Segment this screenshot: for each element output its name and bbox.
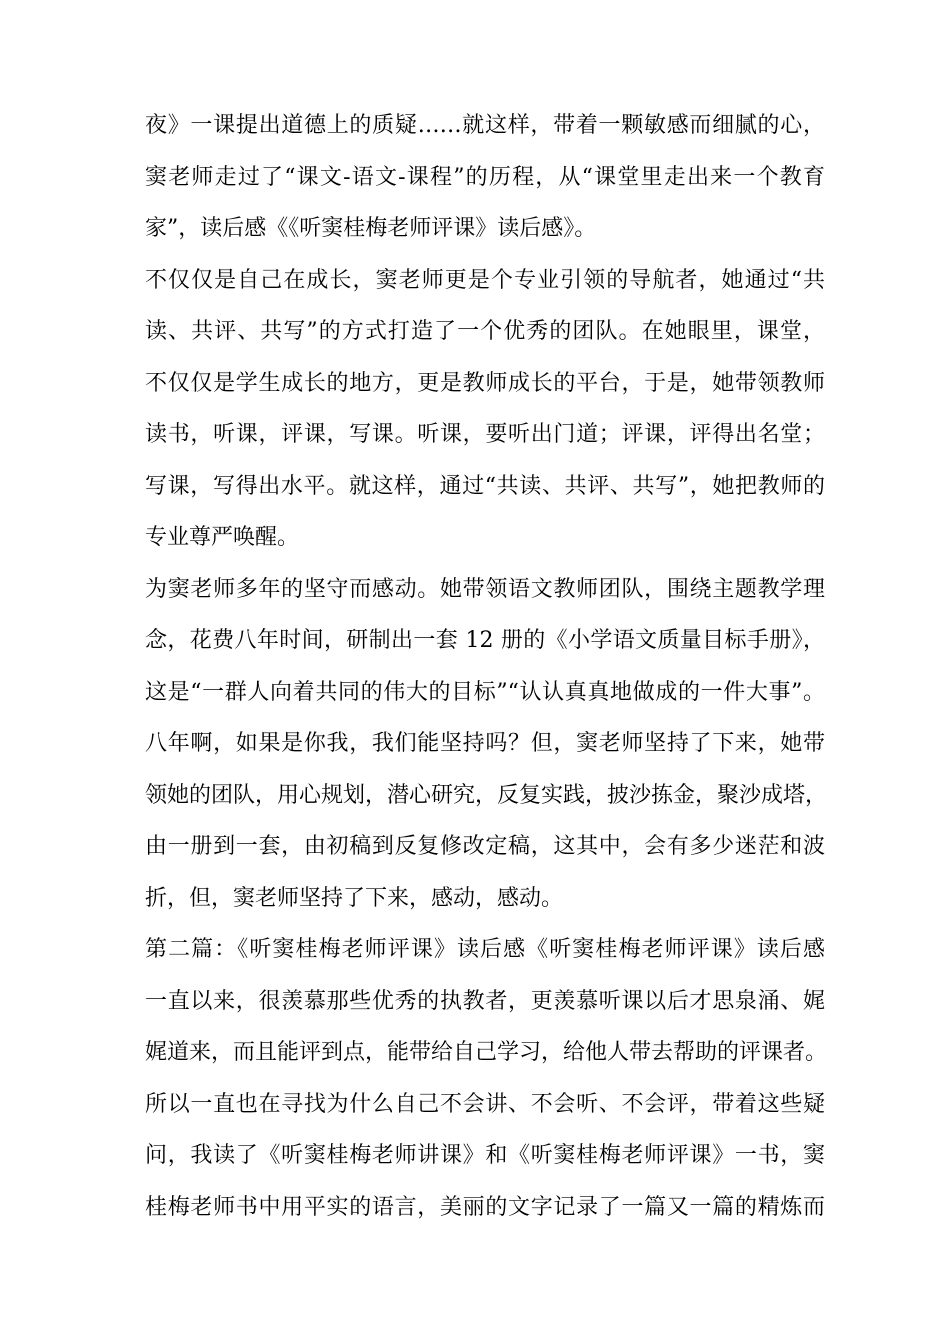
text-line: 读、共评、共写”的方式打造了一个优秀的团队。在她眼里，课堂， xyxy=(145,319,825,344)
text-line: 读书，听课，评课，写课。听课，要听出门道；评课，评得出名堂； xyxy=(145,422,825,447)
text-line: 夜》一课提出道德上的质疑……就这样，带着一颗敏感而细腻的心， xyxy=(145,113,825,138)
text-line: 不仅仅是学生成长的地方，更是教师成长的平台，于是，她带领教师 xyxy=(145,370,825,396)
text-line: 写课，写得出水平。就这样，通过“共读、共评、共写”，她把教师的 xyxy=(145,473,825,499)
text-line: 桂梅老师书中用平实的语言，美丽的文字记录了一篇又一篇的精炼而 xyxy=(145,1194,825,1220)
text-line: 专业尊严唤醒。 xyxy=(145,525,300,550)
text-line: 一直以来，很羡慕那些优秀的执教者，更羡慕听课以后才思泉涌、娓 xyxy=(145,988,825,1014)
text-line: 领她的团队，用心规划，潜心研究，反复实践，披沙拣金，聚沙成塔， xyxy=(145,782,828,808)
text-line: 窦老师走过了“课文-语文-课程”的历程，从“课堂里走出来一个教育 xyxy=(145,164,825,190)
text-line: 娓道来，而且能评到点，能带给自己学习，给他人带去帮助的评课者。 xyxy=(145,1040,828,1065)
text-line: 所以一直也在寻找为什么自己不会讲、不会听、不会评，带着这些疑 xyxy=(145,1091,825,1117)
text-line: 问，我读了《听窦桂梅老师讲课》和《听窦桂梅老师评课》一书，窦 xyxy=(145,1143,825,1168)
text-line: 念，花费八年时间，研制出一套 12 册的《小学语文质量目标手册》， xyxy=(145,628,825,653)
document-body-text xyxy=(145,100,828,1233)
text-line: 家”，读后感《《听窦桂梅老师评课》读后感》。 xyxy=(145,216,597,241)
text-line: 第二篇：《听窦桂梅老师评课》读后感《听窦桂梅老师评课》读后感 xyxy=(145,937,825,962)
text-line: 这是“一群人向着共同的伟大的目标”“认认真真地做成的一件大事”。 xyxy=(145,679,825,705)
text-line: 由一册到一套，由初稿到反复修改定稿，这其中，会有多少迷茫和波 xyxy=(145,834,825,859)
text-line: 不仅仅是自己在成长，窦老师更是个专业引领的导航者，她通过“共 xyxy=(145,267,825,293)
text-line: 为窦老师多年的坚守而感动。她带领语文教师团队，围绕主题教学理 xyxy=(145,576,825,602)
text-line: 折，但，窦老师坚持了下来，感动，感动。 xyxy=(145,885,564,911)
text-line: 八年啊，如果是你我，我们能坚持吗？但，窦老师坚持了下来，她带 xyxy=(145,731,825,756)
